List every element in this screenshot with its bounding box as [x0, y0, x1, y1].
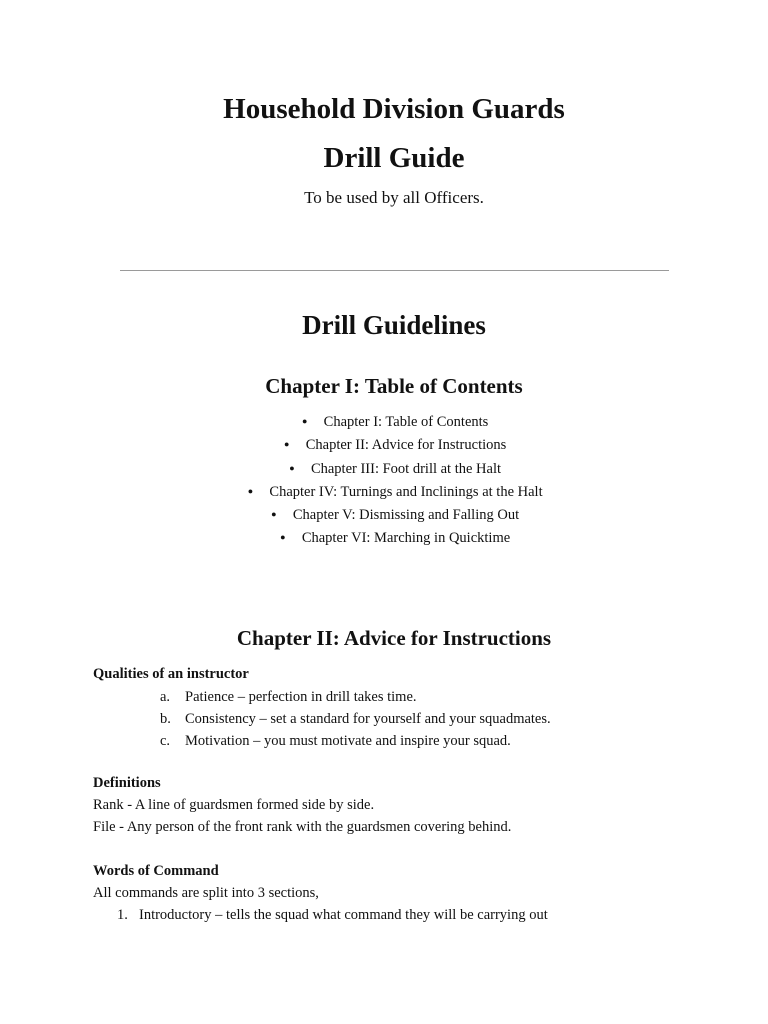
toc-item	[10, 433, 768, 456]
list-item-text: Introductory – tells the squad what command they will be carrying out	[139, 907, 548, 923]
bullet-icon: ●	[301, 416, 308, 426]
words-of-command-intro: All commands are split into 3 sections,	[93, 885, 319, 901]
toc-item	[10, 457, 768, 480]
bullet-icon: ●	[280, 532, 286, 543]
toc-item-label: Chapter III: Foot drill at the Halt	[310, 460, 502, 477]
document-subtitle: To be used by all Officers.	[304, 188, 484, 207]
list-marker: c.	[160, 733, 171, 749]
toc-item-label: Chapter VI: Marching in Quicktime	[301, 530, 511, 547]
list-item-text: Motivation – you must motivate and inspire your squad.	[185, 733, 511, 749]
list-marker: a.	[160, 689, 171, 705]
document-title-line-1: Household Division Guards	[223, 93, 565, 125]
qualities-heading: Qualities of an instructor	[93, 666, 249, 682]
toc-item-label: Chapter IV: Turnings and Inclinings at the Halt	[269, 483, 543, 500]
list-marker: b.	[160, 711, 171, 727]
toc-item-label: Chapter V: Dismissing and Falling Out	[292, 507, 520, 524]
horizontal-divider	[120, 270, 669, 271]
definition-rank: Rank - A line of guardsmen formed side by side.	[93, 797, 375, 813]
bullet-icon: ●	[271, 509, 277, 520]
toc-item	[10, 410, 768, 433]
words-of-command-heading: Words of Command	[93, 863, 219, 879]
chapter-1-heading: Chapter I: Table of Contents	[265, 374, 523, 398]
toc-item-label: Chapter II: Advice for Instructions	[305, 437, 507, 454]
bullet-icon: ●	[289, 462, 295, 473]
list-item	[160, 730, 551, 752]
definition-file: File - Any person of the front rank with the guardsmen covering behind.	[93, 819, 512, 835]
table-of-contents-list	[10, 410, 768, 550]
bullet-icon: ●	[247, 485, 254, 496]
list-item-text: Consistency – set a standard for yourself and your squadmates.	[185, 711, 551, 727]
toc-item	[10, 480, 768, 503]
list-item-text: Patience – perfection in drill takes time.	[185, 689, 417, 705]
list-marker: 1.	[117, 907, 128, 923]
list-item	[117, 905, 548, 925]
document-title-line-2: Drill Guide	[323, 142, 465, 174]
section-heading-drill-guidelines: Drill Guidelines	[302, 310, 486, 340]
definitions-heading: Definitions	[93, 775, 161, 791]
qualities-list	[160, 686, 551, 752]
toc-item	[10, 503, 768, 526]
list-item	[160, 708, 551, 730]
bullet-icon: ●	[284, 439, 290, 450]
toc-item	[10, 526, 768, 549]
toc-item-label: Chapter I: Table of Contents	[323, 414, 489, 430]
command-sections-list	[117, 905, 548, 925]
list-item	[160, 686, 551, 708]
chapter-2-heading: Chapter II: Advice for Instructions	[236, 626, 552, 650]
